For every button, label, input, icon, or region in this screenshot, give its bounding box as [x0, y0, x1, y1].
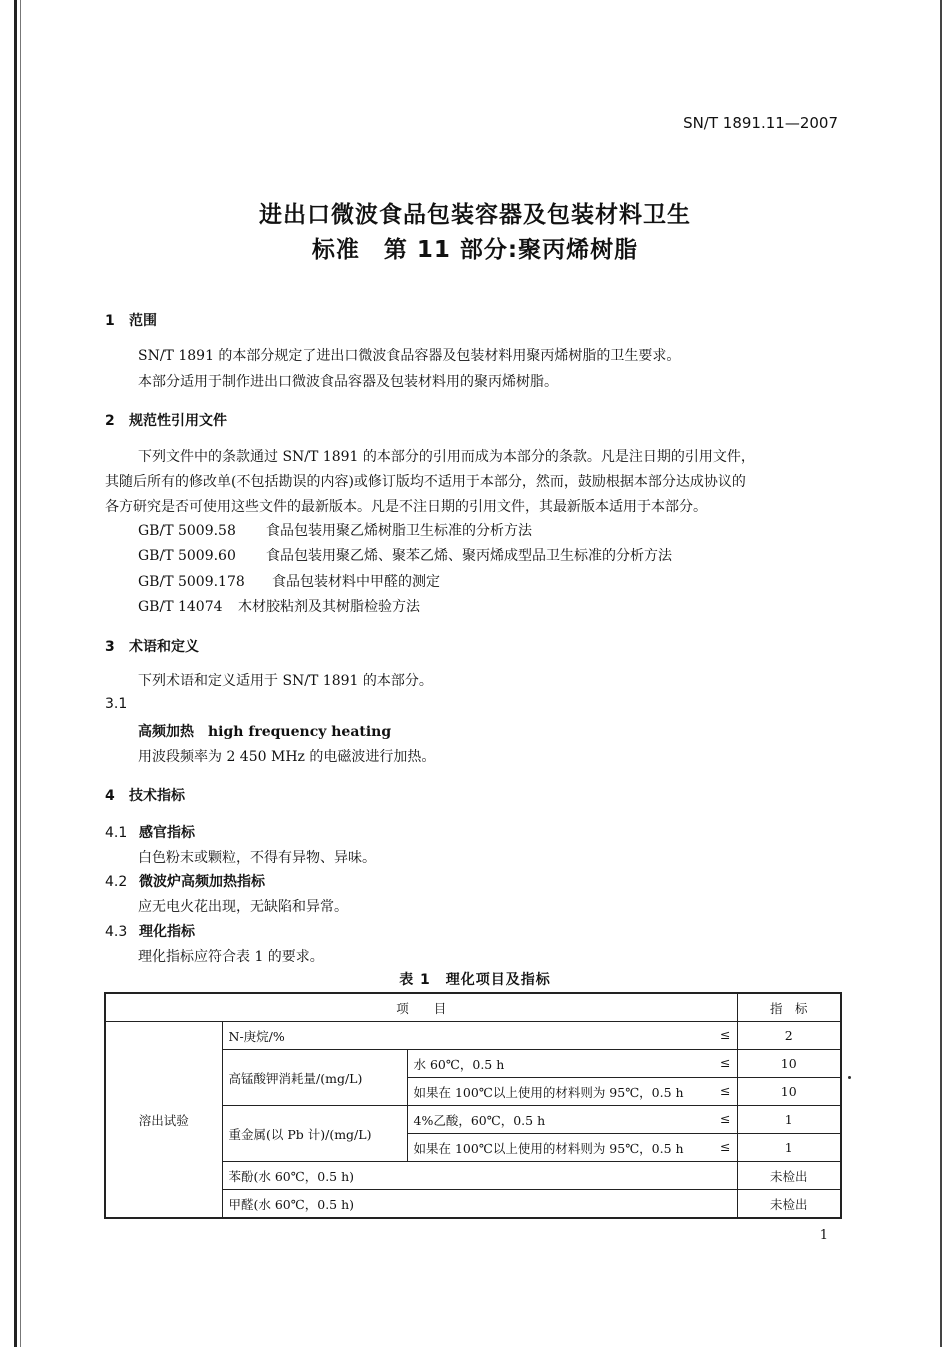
subsection-4-3-text: 理化指标应符合表 1 的要求。 — [138, 949, 324, 965]
subsection-4-3-heading — [105, 921, 195, 941]
row-label — [222, 1022, 737, 1050]
row-label-text: N-庚烷/% — [228, 1028, 285, 1044]
subsection-label: 微波炉高频加热指标 — [139, 874, 265, 890]
less-equal-sign: ≤ — [720, 1138, 731, 1154]
section-label: 规范性引用文件 — [129, 413, 227, 429]
condition-text: 4%乙酸，60℃，0.5 h — [413, 1112, 546, 1128]
reference-title: 食品包装用聚乙烯树脂卫生标准的分析方法 — [266, 523, 532, 539]
doc-title-line1: 进出口微波食品包装容器及包装材料卫生 — [259, 202, 691, 228]
reference-title: 食品包装材料中甲醛的测定 — [272, 574, 440, 590]
doc-title-line2: 标准 第 11 部分:聚丙烯树脂 — [311, 237, 639, 263]
reference-title: 食品包装用聚乙烯、聚苯乙烯、聚丙烯成型品卫生标准的分析方法 — [266, 548, 672, 564]
condition-text: 如果在 100℃以上使用的材料则为 95℃，0.5 h — [413, 1140, 684, 1156]
table-title: 表 1 理化项目及指标 — [399, 972, 551, 988]
row-value: 2 — [737, 1022, 841, 1050]
row-label: 甲醛(水 60℃，0.5 h) — [222, 1190, 737, 1219]
term-chinese: 高频加热 — [138, 724, 194, 740]
subsection-label: 理化指标 — [139, 924, 195, 940]
reference-item — [138, 545, 672, 565]
section-2-para-line1: 下列文件中的条款通过 SN/T 1891 的本部分的引用而成为本部分的条款。凡是注日期的引用文件， — [138, 449, 755, 465]
reference-item — [138, 520, 532, 540]
row-value: 10 — [737, 1050, 841, 1078]
section-number: 4 — [105, 788, 115, 804]
row-value: 10 — [737, 1078, 841, 1106]
section-number: 1 — [105, 313, 115, 329]
section-1-heading — [105, 310, 157, 330]
subsection-4-1-heading — [105, 822, 195, 842]
less-equal-sign: ≤ — [720, 1082, 731, 1098]
subsection-4-2-text: 应无电火花出现，无缺陷和异常。 — [138, 899, 348, 915]
header-item: 项 目 — [105, 993, 737, 1022]
section-3-para: 下列术语和定义适用于 SN/T 1891 的本部分。 — [138, 673, 433, 689]
subsection-3-1-number: 3.1 — [105, 696, 128, 712]
section-4-heading — [105, 785, 185, 805]
reference-code: GB/T 5009.178 — [138, 574, 245, 590]
table-header-row — [105, 993, 841, 1022]
subsection-number: 4.1 — [105, 825, 128, 841]
reference-code: GB/T 5009.60 — [138, 548, 236, 564]
row-value: 未检出 — [737, 1162, 841, 1190]
reference-code: GB/T 14074 — [138, 599, 223, 615]
subsection-number: 4.2 — [105, 874, 128, 890]
row-value: 未检出 — [737, 1190, 841, 1219]
subsection-label: 感官指标 — [139, 825, 195, 841]
section-number: 2 — [105, 413, 115, 429]
reference-code: GB/T 5009.58 — [138, 523, 236, 539]
term-english: high frequency heating — [208, 724, 392, 740]
reference-item — [138, 571, 440, 591]
condition-text: 如果在 100℃以上使用的材料则为 95℃，0.5 h — [413, 1084, 684, 1100]
row-condition — [407, 1106, 737, 1134]
row-value: 1 — [737, 1106, 841, 1134]
section-label: 范围 — [129, 313, 157, 329]
table-row — [105, 1022, 841, 1050]
row-label: 重金属(以 Pb 计)/(mg/L) — [222, 1106, 407, 1162]
subsection-4-2-heading — [105, 871, 265, 891]
page-number: 1 — [819, 1228, 828, 1243]
section-number: 3 — [105, 639, 115, 655]
section-1-para-2: 本部分适用于制作进出口微波食品容器及包装材料用的聚丙烯树脂。 — [138, 374, 558, 390]
less-equal-sign: ≤ — [720, 1054, 731, 1070]
section-2-para-line2: 其随后所有的修改单(不包括勘误的内容)或修订版均不适用于本部分，然而，鼓励根据本部分达成协议的 — [105, 474, 746, 490]
section-2-para-line3: 各方研究是否可使用这些文件的最新版本。凡是不注日期的引用文件，其最新版本适用于本部分。 — [105, 499, 707, 515]
less-equal-sign: ≤ — [720, 1110, 731, 1126]
section-1-para-1: SN/T 1891 的本部分规定了进出口微波食品容器及包装材料用聚丙烯树脂的卫生要求。 — [138, 348, 681, 364]
reference-title: 木材胶粘剂及其树脂检验方法 — [238, 599, 420, 615]
standard-code: SN/T 1891.11—2007 — [683, 114, 838, 132]
term-definition: 用波段频率为 2 450 MHz 的电磁波进行加热。 — [138, 749, 436, 765]
condition-text: 水 60℃，0.5 h — [413, 1056, 505, 1072]
row-condition — [407, 1134, 737, 1162]
reference-item — [138, 596, 420, 616]
row-condition — [407, 1050, 737, 1078]
header-index: 指 标 — [737, 993, 841, 1022]
subsection-4-1-text: 白色粉末或颗粒，不得有异物、异味。 — [138, 850, 376, 866]
less-equal-sign: ≤ — [720, 1026, 731, 1042]
physicochemical-table — [104, 992, 842, 1219]
section-label: 术语和定义 — [129, 639, 199, 655]
term-entry — [138, 721, 391, 741]
row-value: 1 — [737, 1134, 841, 1162]
subsection-number: 4.3 — [105, 924, 128, 940]
section-label: 技术指标 — [129, 788, 185, 804]
row-label: 高锰酸钾消耗量/(mg/L) — [222, 1050, 407, 1106]
row-condition — [407, 1078, 737, 1106]
row-label: 苯酚(水 60℃，0.5 h) — [222, 1162, 737, 1190]
section-2-heading — [105, 410, 227, 430]
scan-speck — [848, 1076, 851, 1079]
group-label: 溶出试验 — [105, 1022, 222, 1219]
section-3-heading — [105, 636, 199, 656]
